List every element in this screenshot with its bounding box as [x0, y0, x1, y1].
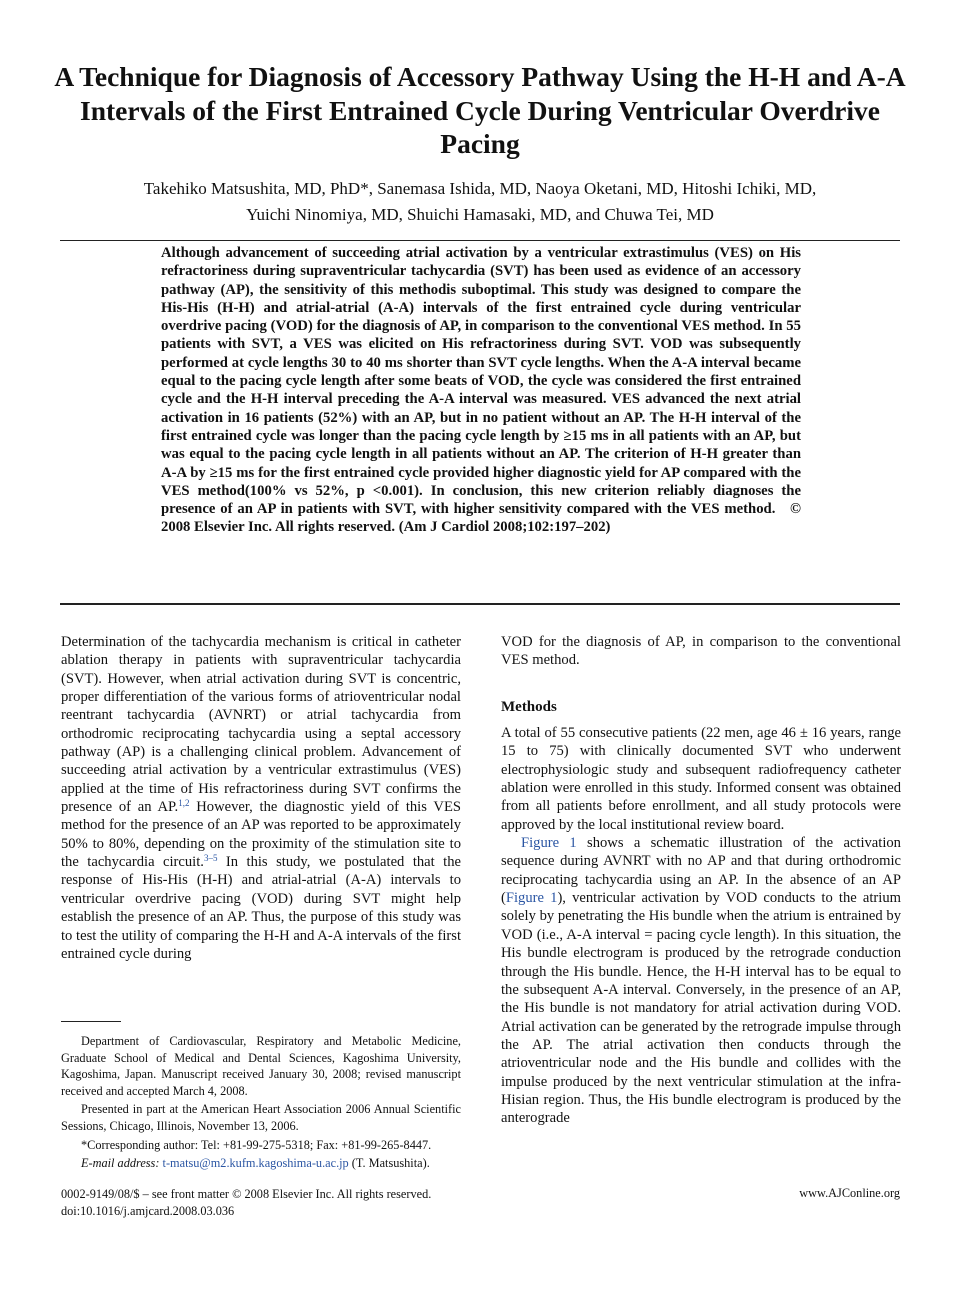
intro-continuation: VOD for the diagnosis of AP, in comparison to the conventional VES method.: [501, 634, 901, 669]
methods-p2-text-2: ), ventricular activation by VOD conducts to the atrium solely by penetrating the His bundle when the atrium is entrained by VOD (i.e., A-A interval = pacing cycle length). In this situation, the His bundle electrogram is produced by the retrograde conduction through the His bundle. Hence, the H-H interval has to be equal to the subsequent A-A interval. Conversely, in the presence of an AP, the His bundle is not mandatory for atrial activation during VOD. Atrial activation can be generated by the retrograde impulse through the AP. The atrial activation then conducts through the atrioventricular node and the His bundle and collides with the impulse produced by the next ventricular stimulation at the infra-Hisian region. Thus, the His bundle electrogram is produced by the anterograde: [501, 890, 901, 1127]
left-column: [61, 633, 461, 963]
email-footnote: [61, 1155, 461, 1172]
reference-link-3-5[interactable]: 3–5: [203, 853, 218, 864]
email-label: E-mail address:: [81, 1156, 160, 1171]
abstract-top-rule: [60, 240, 900, 241]
abstract: [161, 244, 801, 537]
figure-1-link[interactable]: Figure 1: [521, 835, 577, 852]
intro-paragraph: [61, 633, 461, 963]
figure-1-link-2[interactable]: Figure 1: [505, 890, 558, 907]
author-line-2: Yuichi Ninomiya, MD, Shuichi Hamasaki, MD, and Chuwa Tei, MD: [246, 205, 714, 224]
methods-heading: Methods: [501, 698, 557, 715]
intro-text-2: However, the diagnostic yield of this VES method for the presence of an AP was reported to be approximately 50% to 80%, depending on the proximity of the stimulation site to the tachycardia circuit.: [61, 799, 461, 871]
author-line-1: Takehiko Matsushita, MD, PhD*, Sanemasa Ishida, MD, Naoya Oketani, MD, Hitoshi Ichiki, MD,: [143, 179, 817, 198]
methods-paragraph-1: A total of 55 consecutive patients (22 men, age 46 ± 16 years, range 15 to 75) with clinically documented SVT who underwent electrophysiologic study and subsequent radiofrequency catheter ablation were enrolled in this study. Informed consent was obtained from all patients before enrollment, and all study protocols were approved by the local institutional review board.: [501, 725, 901, 833]
intro-text-3: In this study, we postulated that the response of His-His (H-H) and atrial-atrial (A-A) intervals to ventricular overdrive pacing (VOD) during SVT might help establish the presence of an AP. Thus, the purpose of this study was to test the utility of comparing the H-H and A-A intervals of the first entrained cycle during: [61, 854, 461, 962]
abstract-citation: (Am J Cardiol 2008;102:197–202): [398, 519, 611, 536]
issn-line: 0002-9149/08/$ – see front matter © 2008 Elsevier Inc. All rights reserved.: [61, 1187, 432, 1201]
email-name: (T. Matsushita).: [348, 1156, 430, 1171]
abstract-text: Although advancement of succeeding atrial activation by a ventricular extrastimulus (VES) on His refractoriness during supraventricular tachycardia (SVT) has been used as evidence of an accessory pathway (AP), the sensitivity of this methodis suboptimal. This study was designed to compare the His-His (H-H) and atrial-atrial (A-A) intervals of the first entrained cycle during ventricular overdrive pacing (VOD) for the diagnosis of AP, in comparison to the conventional VES method. In 55 patients with SVT, a VES was elicited on His refractoriness during SVT. VOD was subsequently performed at cycle lengths 30 to 40 ms shorter than SVT cycle lengths. When the A-A interval became equal to the pacing cycle length after some beats of VOD, the cycle was considered the first entrained cycle and the H-H interval preceding the A-A interval was measured. VES advanced the next atrial activation in 16 patients (52%) with an AP, but in no patient without an AP. The H-H interval of the first entrained cycle was longer than the pacing cycle length by ≥15 ms in all patients with an AP, but was equal to the pacing cycle length in all patients without an AP. The criterion of H-H greater than A-A by ≥15 ms for the first entrained cycle provided higher diagnostic yield for AP compared with the VES method(100% vs 52%, p <0.001). In conclusion, this new criterion reliably diagnoses the presence of an AP in patients with SVT, with higher sensitivity compared with the VES method.: [161, 245, 801, 518]
abstract-bottom-rule: [60, 603, 900, 605]
article-title: A Technique for Diagnosis of Accessory Pathway Using the H-H and A-A Intervals of the First Entrained Cycle During Ventricular Overdrive Pacing: [54, 61, 906, 159]
footnote-rule: [61, 1021, 121, 1022]
methods-p2-text-1: shows a schematic illustration of the activation sequence during AVNRT with no AP and that during orthodromic reciprocating tachycardia using an AP. In the absence of an AP (: [501, 835, 901, 907]
presented-footnote: Presented in part at the American Heart Association 2006 Annual Scientific Sessions, Chicago, Illinois, November 13, 2006.: [61, 1102, 461, 1133]
abstract-copyright: © 2008 Elsevier Inc. All rights reserved.: [161, 501, 801, 536]
footer-left: [61, 1186, 431, 1221]
journal-website[interactable]: www.AJConline.org: [799, 1186, 900, 1200]
right-column: [501, 633, 901, 1128]
intro-text-1: Determination of the tachycardia mechanism is critical in catheter ablation therapy in patients with supraventricular tachycardia (SVT). However, when atrial activation during SVT is concentric, proper differentiation of the various forms of atrioventricular nodal reentrant tachycardia (AVNRT) or atrial tachycardia from orthodromic reciprocating tachycardia using a septal accessory pathway (AP) is a challenging clinical problem. Advancement of succeeding atrial activation by a ventricular extrastimulus (VES) applied at the time of His refractoriness during SVT confirms the presence of an AP.: [61, 634, 461, 816]
affiliation-footnote: Department of Cardiovascular, Respiratory and Metabolic Medicine, Graduate School of Medical and Dental Sciences, Kagoshima University, Kagoshima, Japan. Manuscript received January 30, 2008; revised manuscript received and accepted March 4, 2008.: [61, 1034, 461, 1098]
methods-paragraph-2: [501, 834, 901, 1128]
author-list: [50, 176, 910, 228]
email-link[interactable]: t-matsu@m2.kufm.kagoshima-u.ac.jp: [162, 1156, 349, 1171]
reference-link-1-2[interactable]: 1,2: [178, 798, 190, 809]
corresponding-footnote: *Corresponding author: Tel: +81-99-275-5318; Fax: +81-99-265-8447.: [81, 1137, 432, 1152]
doi-line: doi:10.1016/j.amjcard.2008.03.036: [61, 1204, 235, 1219]
footnotes: [61, 1033, 461, 1172]
